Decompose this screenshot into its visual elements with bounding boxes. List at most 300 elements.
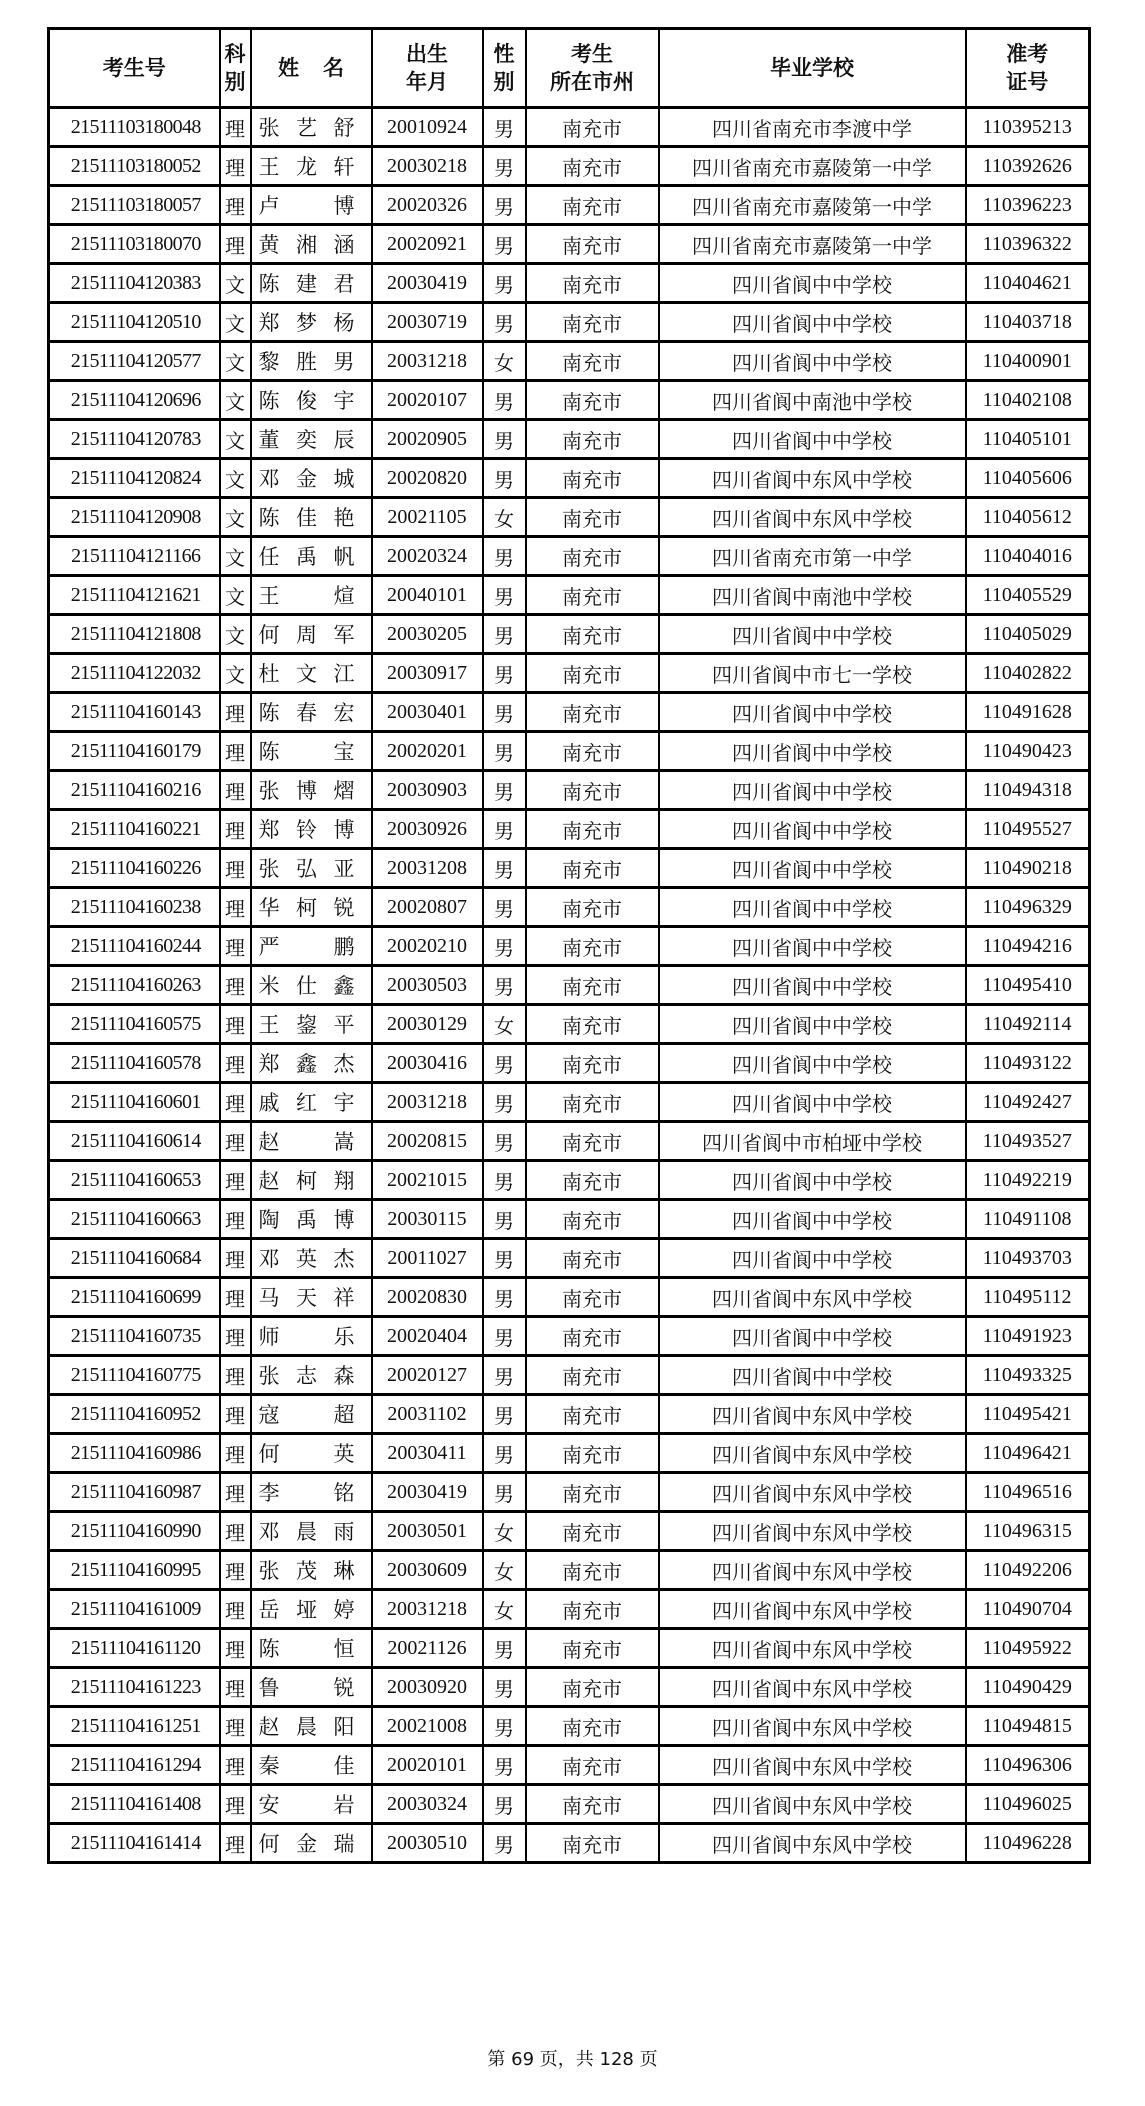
- gender-cell: 女: [483, 1005, 526, 1044]
- track-cell: 理: [220, 849, 251, 888]
- name-text: 李铭: [258, 1481, 355, 1505]
- table-body: [49, 108, 1090, 1863]
- table-row: [49, 1044, 1090, 1083]
- city-cell: 南充市: [526, 1044, 659, 1083]
- gender-cell: 男: [483, 810, 526, 849]
- birth-date-cell: 20020815: [372, 1122, 483, 1161]
- gender-cell: 男: [483, 654, 526, 693]
- table-row: [49, 420, 1090, 459]
- exam-id-cell: 21511104161251: [49, 1707, 220, 1746]
- school-cell: 四川省阆中中学校: [659, 849, 966, 888]
- header-label: 姓名: [278, 56, 368, 80]
- track-cell: 理: [220, 108, 251, 147]
- school-cell: 四川省阆中中学校: [659, 342, 966, 381]
- birth-date-cell: 20030419: [372, 264, 483, 303]
- birth-date-cell: 20031218: [372, 1083, 483, 1122]
- ticket-number-cell: 110400901: [966, 342, 1090, 381]
- school-cell: 四川省阆中中学校: [659, 888, 966, 927]
- exam-id-cell: 21511104121166: [49, 537, 220, 576]
- name-text: 米仕鑫: [258, 974, 355, 998]
- city-cell: 南充市: [526, 771, 659, 810]
- school-cell: 四川省阆中中学校: [659, 1005, 966, 1044]
- name-cell: [251, 108, 372, 147]
- name-cell: [251, 1395, 372, 1434]
- exam-id-cell: 21511103180070: [49, 225, 220, 264]
- exam-id-cell: 21511104160575: [49, 1005, 220, 1044]
- gender-cell: 男: [483, 1122, 526, 1161]
- gender-cell: 男: [483, 693, 526, 732]
- birth-date-cell: 20030218: [372, 147, 483, 186]
- school-cell: 四川省阆中东风中学校: [659, 459, 966, 498]
- table-row: [49, 1785, 1090, 1824]
- ticket-number-cell: 110405529: [966, 576, 1090, 615]
- header-label: 考生号: [102, 56, 166, 80]
- exam-id-cell: 21511104160987: [49, 1473, 220, 1512]
- ticket-number-cell: 110402108: [966, 381, 1090, 420]
- school-cell: 四川省阆中东风中学校: [659, 1512, 966, 1551]
- ticket-number-cell: 110492206: [966, 1551, 1090, 1590]
- name-cell: [251, 1473, 372, 1512]
- birth-date-cell: 20030411: [372, 1434, 483, 1473]
- track-cell: 理: [220, 1551, 251, 1590]
- track-cell: 理: [220, 771, 251, 810]
- name-text: 赵嵩: [258, 1130, 355, 1154]
- city-cell: 南充市: [526, 810, 659, 849]
- name-cell: [251, 966, 372, 1005]
- exam-id-cell: 21511104160684: [49, 1239, 220, 1278]
- city-cell: 南充市: [526, 381, 659, 420]
- track-cell: 理: [220, 1317, 251, 1356]
- ticket-number-cell: 110396223: [966, 186, 1090, 225]
- name-cell: [251, 459, 372, 498]
- school-cell: 四川省阆中东风中学校: [659, 1746, 966, 1785]
- table-row: [49, 537, 1090, 576]
- name-text: 陈俊宇: [258, 389, 355, 413]
- city-cell: 南充市: [526, 342, 659, 381]
- school-cell: 四川省南充市嘉陵第一中学: [659, 225, 966, 264]
- name-cell: [251, 654, 372, 693]
- ticket-number-cell: 110404016: [966, 537, 1090, 576]
- gender-cell: 男: [483, 1239, 526, 1278]
- name-text: 赵晨阳: [258, 1715, 355, 1739]
- track-cell: 理: [220, 966, 251, 1005]
- gender-cell: 男: [483, 537, 526, 576]
- ticket-number-cell: 110494318: [966, 771, 1090, 810]
- track-cell: 理: [220, 1668, 251, 1707]
- name-text: 安岩: [258, 1793, 355, 1817]
- birth-date-cell: 20030926: [372, 810, 483, 849]
- school-cell: 四川省阆中中学校: [659, 732, 966, 771]
- header-city: [526, 29, 659, 108]
- name-cell: [251, 1512, 372, 1551]
- table-row: [49, 1005, 1090, 1044]
- header-label: 毕业学校: [770, 56, 854, 80]
- gender-cell: 男: [483, 1395, 526, 1434]
- city-cell: 南充市: [526, 1005, 659, 1044]
- table-row: [49, 1707, 1090, 1746]
- gender-cell: 男: [483, 1161, 526, 1200]
- city-cell: 南充市: [526, 849, 659, 888]
- gender-cell: 女: [483, 1512, 526, 1551]
- ticket-number-cell: 110491628: [966, 693, 1090, 732]
- city-cell: 南充市: [526, 1395, 659, 1434]
- exam-id-cell: 21511104161223: [49, 1668, 220, 1707]
- exam-id-cell: 21511104160226: [49, 849, 220, 888]
- track-cell: 文: [220, 303, 251, 342]
- track-cell: 文: [220, 576, 251, 615]
- exam-id-cell: 21511104160986: [49, 1434, 220, 1473]
- track-cell: 文: [220, 381, 251, 420]
- track-cell: 理: [220, 1122, 251, 1161]
- gender-cell: 男: [483, 1356, 526, 1395]
- ticket-number-cell: 110496421: [966, 1434, 1090, 1473]
- ticket-number-cell: 110490704: [966, 1590, 1090, 1629]
- exam-id-cell: 21511104160578: [49, 1044, 220, 1083]
- exam-id-cell: 21511104121621: [49, 576, 220, 615]
- track-cell: 理: [220, 1785, 251, 1824]
- school-cell: 四川省阆中东风中学校: [659, 498, 966, 537]
- city-cell: 南充市: [526, 1434, 659, 1473]
- exam-id-cell: 21511104160775: [49, 1356, 220, 1395]
- birth-date-cell: 20030115: [372, 1200, 483, 1239]
- name-cell: [251, 888, 372, 927]
- school-cell: 四川省南充市嘉陵第一中学: [659, 186, 966, 225]
- name-cell: [251, 1083, 372, 1122]
- gender-cell: 男: [483, 1473, 526, 1512]
- track-cell: 文: [220, 459, 251, 498]
- exam-id-cell: 21511104160244: [49, 927, 220, 966]
- track-cell: 理: [220, 186, 251, 225]
- name-cell: [251, 1005, 372, 1044]
- ticket-number-cell: 110403718: [966, 303, 1090, 342]
- ticket-number-cell: 110490423: [966, 732, 1090, 771]
- name-text: 师乐: [258, 1325, 355, 1349]
- school-cell: 四川省阆中东风中学校: [659, 1590, 966, 1629]
- gender-cell: 男: [483, 1668, 526, 1707]
- birth-date-cell: 20021015: [372, 1161, 483, 1200]
- ticket-number-cell: 110405029: [966, 615, 1090, 654]
- birth-date-cell: 20030419: [372, 1473, 483, 1512]
- name-cell: [251, 225, 372, 264]
- exam-id-cell: 21511104120383: [49, 264, 220, 303]
- exam-id-cell: 21511104160995: [49, 1551, 220, 1590]
- table-row: [49, 1746, 1090, 1785]
- ticket-number-cell: 110491923: [966, 1317, 1090, 1356]
- gender-cell: 女: [483, 1590, 526, 1629]
- birth-date-cell: 20030903: [372, 771, 483, 810]
- city-cell: 南充市: [526, 1239, 659, 1278]
- name-text: 秦佳: [258, 1754, 355, 1778]
- gender-cell: 男: [483, 1083, 526, 1122]
- table-row: [49, 1551, 1090, 1590]
- city-cell: 南充市: [526, 537, 659, 576]
- ticket-number-cell: 110395213: [966, 108, 1090, 147]
- table-row: [49, 225, 1090, 264]
- ticket-number-cell: 110496315: [966, 1512, 1090, 1551]
- name-text: 张艺舒: [258, 116, 355, 140]
- name-cell: [251, 1122, 372, 1161]
- table-row: [49, 1473, 1090, 1512]
- name-text: 郑鑫杰: [258, 1052, 355, 1076]
- track-cell: 理: [220, 1473, 251, 1512]
- exam-id-cell: 21511104160221: [49, 810, 220, 849]
- ticket-number-cell: 110405606: [966, 459, 1090, 498]
- birth-date-cell: 20030324: [372, 1785, 483, 1824]
- city-cell: 南充市: [526, 615, 659, 654]
- gender-cell: 女: [483, 342, 526, 381]
- school-cell: 四川省阆中中学校: [659, 771, 966, 810]
- gender-cell: 男: [483, 888, 526, 927]
- table-row: [49, 1239, 1090, 1278]
- name-text: 王鋆平: [258, 1013, 355, 1037]
- city-cell: 南充市: [526, 1200, 659, 1239]
- table-row: [49, 1824, 1090, 1863]
- track-cell: 理: [220, 1434, 251, 1473]
- school-cell: 四川省阆中中学校: [659, 1239, 966, 1278]
- school-cell: 四川省阆中东风中学校: [659, 1395, 966, 1434]
- ticket-number-cell: 110405101: [966, 420, 1090, 459]
- gender-cell: 男: [483, 264, 526, 303]
- name-cell: [251, 1200, 372, 1239]
- track-cell: 理: [220, 225, 251, 264]
- track-cell: 文: [220, 498, 251, 537]
- name-text: 鲁锐: [258, 1676, 355, 1700]
- birth-date-cell: 20031208: [372, 849, 483, 888]
- ticket-number-cell: 110493527: [966, 1122, 1090, 1161]
- name-text: 王煊: [258, 584, 355, 608]
- birth-date-cell: 20020807: [372, 888, 483, 927]
- ticket-number-cell: 110402822: [966, 654, 1090, 693]
- header-label: 证号: [1006, 70, 1049, 94]
- table-row: [49, 1512, 1090, 1551]
- city-cell: 南充市: [526, 654, 659, 693]
- birth-date-cell: 20031218: [372, 342, 483, 381]
- city-cell: 南充市: [526, 1551, 659, 1590]
- birth-date-cell: 20030719: [372, 303, 483, 342]
- track-cell: 理: [220, 1707, 251, 1746]
- birth-date-cell: 20020101: [372, 1746, 483, 1785]
- birth-date-cell: 20021105: [372, 498, 483, 537]
- ticket-number-cell: 110495421: [966, 1395, 1090, 1434]
- ticket-number-cell: 110493703: [966, 1239, 1090, 1278]
- school-cell: 四川省阆中中学校: [659, 1083, 966, 1122]
- name-cell: [251, 342, 372, 381]
- city-cell: 南充市: [526, 1122, 659, 1161]
- header-label: 性: [493, 42, 515, 66]
- name-text: 何周军: [258, 623, 355, 647]
- name-cell: [251, 537, 372, 576]
- admission-roster-table: [47, 27, 1091, 1864]
- table-row: [49, 654, 1090, 693]
- exam-id-cell: 21511104160143: [49, 693, 220, 732]
- table-row: [49, 1434, 1090, 1473]
- track-cell: 理: [220, 1512, 251, 1551]
- table-row: [49, 1200, 1090, 1239]
- ticket-number-cell: 110493122: [966, 1044, 1090, 1083]
- table-row: [49, 810, 1090, 849]
- school-cell: 四川省阆中中学校: [659, 1044, 966, 1083]
- name-text: 陈恒: [258, 1637, 355, 1661]
- birth-date-cell: 20030503: [372, 966, 483, 1005]
- gender-cell: 男: [483, 1278, 526, 1317]
- city-cell: 南充市: [526, 1161, 659, 1200]
- birth-date-cell: 20020830: [372, 1278, 483, 1317]
- city-cell: 南充市: [526, 966, 659, 1005]
- header-name: [251, 29, 372, 108]
- exam-id-cell: 21511104120696: [49, 381, 220, 420]
- city-cell: 南充市: [526, 1590, 659, 1629]
- table-row: [49, 303, 1090, 342]
- birth-date-cell: 20030917: [372, 654, 483, 693]
- track-cell: 理: [220, 888, 251, 927]
- header-gender: [483, 29, 526, 108]
- name-text: 岳垭婷: [258, 1598, 355, 1622]
- name-text: 陈建君: [258, 272, 355, 296]
- ticket-number-cell: 110405612: [966, 498, 1090, 537]
- table-row: [49, 1395, 1090, 1434]
- exam-id-cell: 21511104121808: [49, 615, 220, 654]
- table-row: [49, 732, 1090, 771]
- ticket-number-cell: 110392626: [966, 147, 1090, 186]
- name-cell: [251, 927, 372, 966]
- exam-id-cell: 21511104161408: [49, 1785, 220, 1824]
- city-cell: 南充市: [526, 420, 659, 459]
- track-cell: 文: [220, 654, 251, 693]
- name-text: 邓英杰: [258, 1247, 355, 1271]
- gender-cell: 男: [483, 1200, 526, 1239]
- city-cell: 南充市: [526, 108, 659, 147]
- exam-id-cell: 21511104160653: [49, 1161, 220, 1200]
- city-cell: 南充市: [526, 732, 659, 771]
- table-row: [49, 381, 1090, 420]
- gender-cell: 男: [483, 849, 526, 888]
- name-cell: [251, 810, 372, 849]
- gender-cell: 男: [483, 576, 526, 615]
- header-row: [49, 29, 1090, 108]
- gender-cell: 男: [483, 1629, 526, 1668]
- track-cell: 理: [220, 1083, 251, 1122]
- ticket-number-cell: 110495922: [966, 1629, 1090, 1668]
- school-cell: 四川省阆中南池中学校: [659, 381, 966, 420]
- school-cell: 四川省阆中东风中学校: [659, 1473, 966, 1512]
- name-text: 张博熠: [258, 779, 355, 803]
- gender-cell: 男: [483, 108, 526, 147]
- school-cell: 四川省阆中东风中学校: [659, 1434, 966, 1473]
- ticket-number-cell: 110496516: [966, 1473, 1090, 1512]
- name-text: 张弘亚: [258, 857, 355, 881]
- header-label: 准考: [1006, 42, 1049, 66]
- name-text: 华柯锐: [258, 896, 355, 920]
- gender-cell: 男: [483, 186, 526, 225]
- name-cell: [251, 1278, 372, 1317]
- name-cell: [251, 303, 372, 342]
- exam-id-cell: 21511104122032: [49, 654, 220, 693]
- table-row: [49, 498, 1090, 537]
- table-row: [49, 1356, 1090, 1395]
- exam-id-cell: 21511104161414: [49, 1824, 220, 1863]
- exam-id-cell: 21511104160601: [49, 1083, 220, 1122]
- gender-cell: 男: [483, 1785, 526, 1824]
- name-text: 王龙轩: [258, 155, 355, 179]
- name-cell: [251, 186, 372, 225]
- gender-cell: 男: [483, 615, 526, 654]
- city-cell: 南充市: [526, 1785, 659, 1824]
- table-row: [49, 927, 1090, 966]
- name-cell: [251, 1824, 372, 1863]
- table-row: [49, 615, 1090, 654]
- name-text: 郑铃博: [258, 818, 355, 842]
- track-cell: 理: [220, 810, 251, 849]
- birth-date-cell: 20030609: [372, 1551, 483, 1590]
- name-cell: [251, 1317, 372, 1356]
- gender-cell: 男: [483, 459, 526, 498]
- name-text: 任禹帆: [258, 545, 355, 569]
- birth-date-cell: 20030510: [372, 1824, 483, 1863]
- ticket-number-cell: 110494815: [966, 1707, 1090, 1746]
- exam-id-cell: 21511103180057: [49, 186, 220, 225]
- birth-date-cell: 20031102: [372, 1395, 483, 1434]
- school-cell: 四川省阆中中学校: [659, 264, 966, 303]
- name-text: 何英: [258, 1442, 355, 1466]
- school-cell: 四川省阆中中学校: [659, 1317, 966, 1356]
- exam-id-cell: 21511104160699: [49, 1278, 220, 1317]
- ticket-number-cell: 110494216: [966, 927, 1090, 966]
- name-cell: [251, 1044, 372, 1083]
- name-text: 黎胜男: [258, 350, 355, 374]
- gender-cell: 男: [483, 966, 526, 1005]
- table-row: [49, 186, 1090, 225]
- exam-id-cell: 21511104120908: [49, 498, 220, 537]
- gender-cell: 男: [483, 927, 526, 966]
- track-cell: 理: [220, 1590, 251, 1629]
- track-cell: 文: [220, 420, 251, 459]
- page-number: 第 69 页，共 128 页: [487, 2049, 658, 2070]
- city-cell: 南充市: [526, 927, 659, 966]
- school-cell: 四川省阆中中学校: [659, 1356, 966, 1395]
- table-row: [49, 1278, 1090, 1317]
- name-text: 何金瑞: [258, 1832, 355, 1856]
- school-cell: 四川省阆中中学校: [659, 420, 966, 459]
- school-cell: 四川省南充市李渡中学: [659, 108, 966, 147]
- table-row: [49, 849, 1090, 888]
- name-cell: [251, 1356, 372, 1395]
- gender-cell: 男: [483, 1044, 526, 1083]
- name-cell: [251, 498, 372, 537]
- school-cell: 四川省阆中东风中学校: [659, 1785, 966, 1824]
- track-cell: 理: [220, 693, 251, 732]
- track-cell: 理: [220, 147, 251, 186]
- birth-date-cell: 20030129: [372, 1005, 483, 1044]
- city-cell: 南充市: [526, 498, 659, 537]
- name-cell: [251, 732, 372, 771]
- name-cell: [251, 1551, 372, 1590]
- birth-date-cell: 20030401: [372, 693, 483, 732]
- birth-date-cell: 20021126: [372, 1629, 483, 1668]
- birth-date-cell: 20021008: [372, 1707, 483, 1746]
- name-cell: [251, 1590, 372, 1629]
- school-cell: 四川省阆中中学校: [659, 810, 966, 849]
- city-cell: 南充市: [526, 147, 659, 186]
- name-text: 邓晨雨: [258, 1520, 355, 1544]
- name-cell: [251, 1434, 372, 1473]
- name-cell: [251, 771, 372, 810]
- city-cell: 南充市: [526, 693, 659, 732]
- birth-date-cell: 20040101: [372, 576, 483, 615]
- table-row: [49, 342, 1090, 381]
- ticket-number-cell: 110496228: [966, 1824, 1090, 1863]
- ticket-number-cell: 110496025: [966, 1785, 1090, 1824]
- table-row: [49, 888, 1090, 927]
